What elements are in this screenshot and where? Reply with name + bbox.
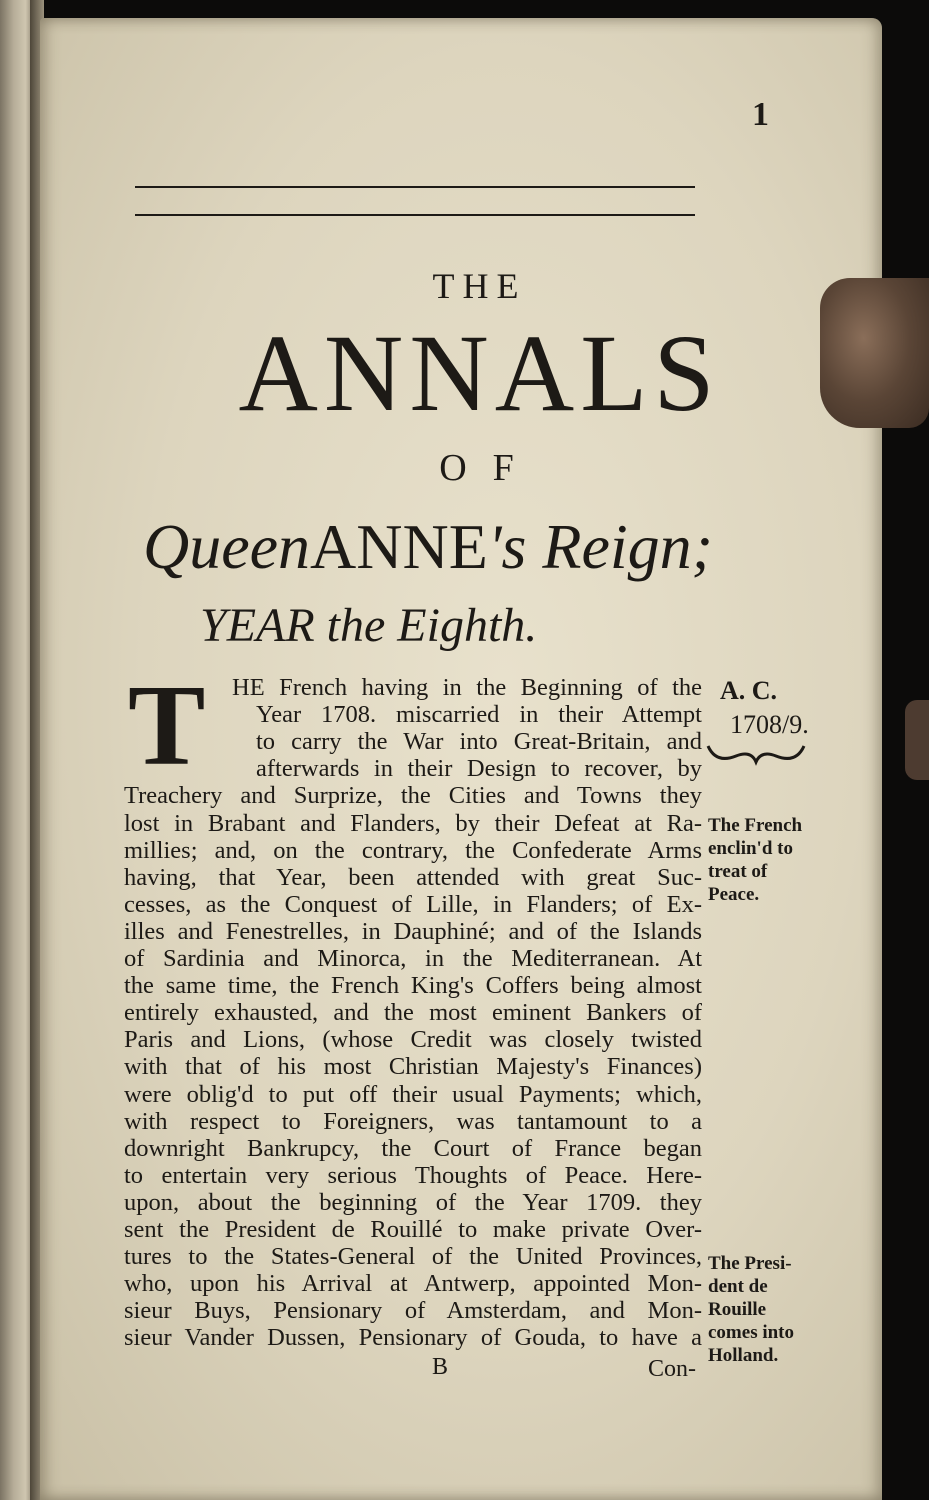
body-line: to carry the War into Great-Britain, and (256, 730, 702, 756)
margin-note-french (708, 814, 802, 906)
body-line: afterwards in their Design to recover, by (256, 757, 702, 783)
header-rule-top (135, 186, 695, 188)
body-line: sieur Buys, Pensionary of Amsterdam, and Mon- (124, 1299, 702, 1325)
title-queen: Queen (143, 511, 311, 582)
body-line: Paris and Lions, (whose Credit was closely twisted (124, 1028, 702, 1054)
body-line: sieur Vander Dussen, Pensionary of Gouda, to have a (124, 1326, 702, 1352)
catchword: Con- (648, 1356, 696, 1382)
margin-note-line: Holland. (708, 1345, 779, 1366)
book-clasp-lower (905, 700, 929, 780)
body-line: upon, about the beginning of the Year 1709. they (124, 1190, 702, 1216)
margin-note-line: Peace. (708, 884, 760, 905)
margin-note-line: Rouille (708, 1299, 767, 1320)
title-the: THE (432, 266, 527, 306)
body-line: with respect to Foreigners, was tantamount to a (124, 1109, 702, 1135)
side-date-year: 1708/9. (730, 710, 809, 739)
side-date-ac: A. C. (720, 676, 778, 705)
body-line: sent the President de Rouillé to make private Over- (124, 1218, 702, 1243)
brace-ornament (706, 738, 806, 768)
drop-cap: T (128, 662, 206, 790)
page-number: 1 (752, 96, 769, 133)
body-line: entirely exhausted, and the most eminent Bankers of (124, 1001, 702, 1027)
margin-note-line: treat of (708, 861, 768, 882)
body-line: Year 1708. miscarried in their Attempt (256, 703, 702, 729)
margin-note-president (708, 1252, 794, 1367)
body-line: who, upon his Arrival at Antwerp, appointed Mon- (124, 1272, 702, 1298)
title-annals: ANNALS (238, 312, 721, 434)
signature-mark: B (432, 1354, 449, 1380)
body-line: illes and Fenestrelles, in Dauphiné; and of the Islands (124, 919, 702, 945)
body-line: with that of his most Christian Majesty's Finances) (124, 1055, 702, 1081)
title-of: OF (439, 447, 540, 489)
body-line: the same time, the French King's Coffers being almost (124, 974, 702, 1000)
body-line: Treachery and Surprize, the Cities and Towns they (124, 784, 702, 810)
header-rule-bottom (135, 214, 695, 216)
title-reign: 's Reign; (487, 511, 713, 582)
title-anne: ANNE (310, 511, 488, 582)
margin-note-line: dent de (708, 1276, 768, 1297)
body-line: downright Bankrupcy, the Court of France began (124, 1136, 702, 1162)
body-line: to entertain very serious Thoughts of Peace. Here- (124, 1163, 702, 1189)
body-line: millies; and, on the contrary, the Confederate Arms (124, 838, 702, 864)
facing-page-edge (0, 0, 34, 1500)
margin-note-line: comes into (708, 1322, 795, 1343)
body-line: cesses, as the Conquest of Lille, in Flanders; of Ex- (124, 892, 702, 918)
body-line: HE French having in the Beginning of the (232, 676, 702, 701)
margin-note-line: The French (708, 815, 803, 836)
title-year-eighth: YEAR the Eighth. (200, 599, 538, 652)
margin-note-line: The Presi- (708, 1253, 792, 1274)
body-line: were oblig'd to put off their usual Payments; which, (124, 1082, 702, 1108)
title-queen-anne-reign (143, 510, 713, 584)
body-line: tures to the States-General of the United Provinces, (124, 1245, 702, 1271)
body-line: lost in Brabant and Flanders, by their Defeat at Ra- (124, 811, 702, 837)
margin-note-line: enclin'd to (708, 838, 793, 859)
body-line: having, that Year, been attended with great Suc- (124, 865, 702, 891)
body-line: of Sardinia and Minorca, in the Mediterranean. At (124, 947, 702, 972)
